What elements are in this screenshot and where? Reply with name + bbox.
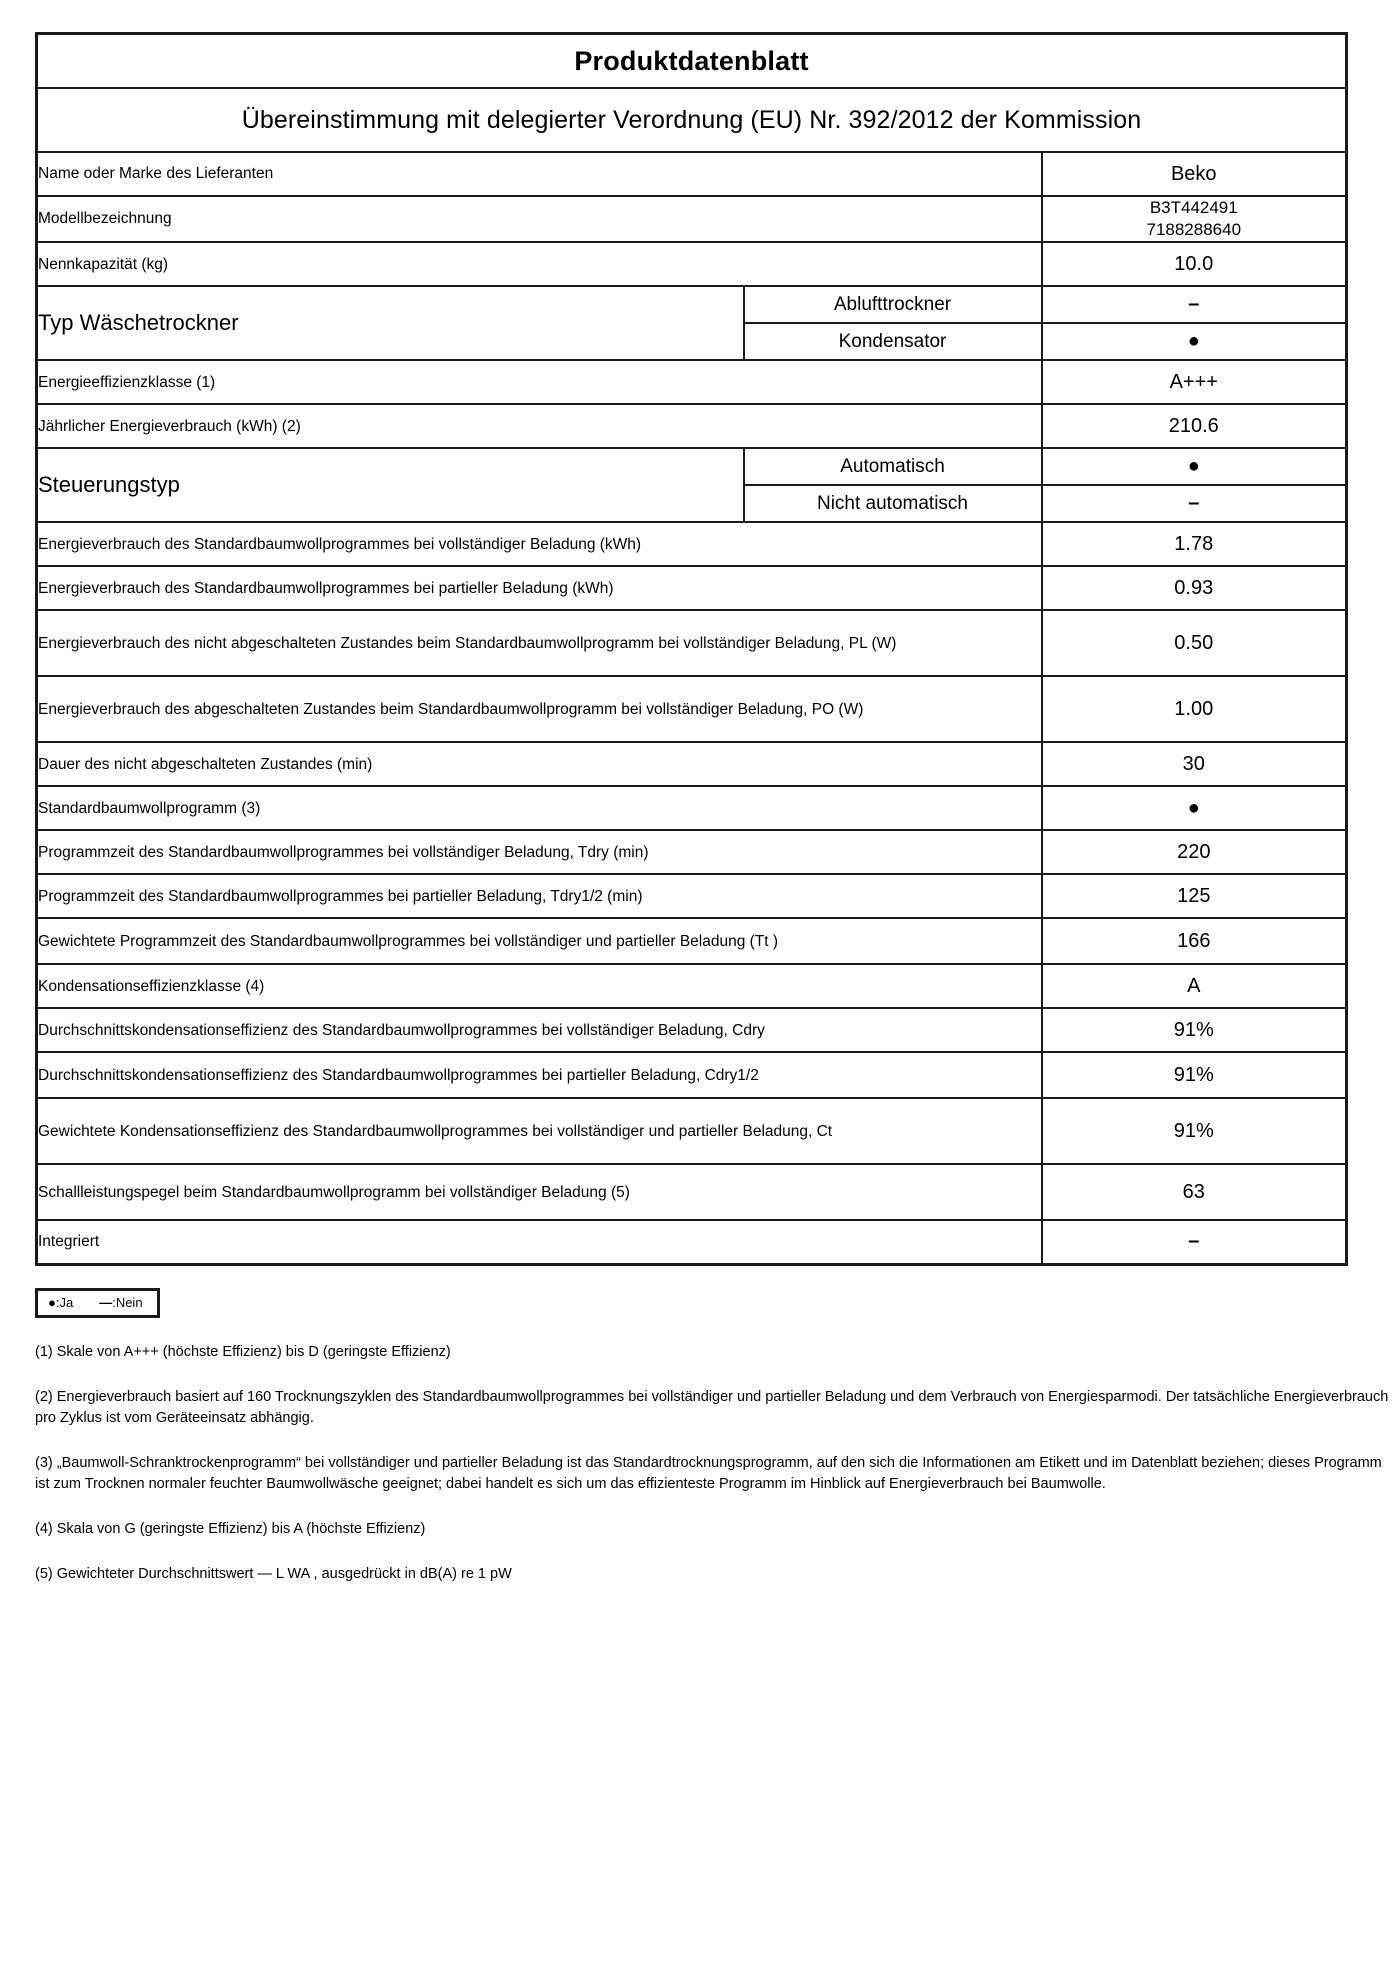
table-row bbox=[37, 830, 1347, 874]
mark-yes-icon: ● bbox=[1187, 796, 1200, 819]
table-row bbox=[37, 1052, 1347, 1098]
table-row bbox=[37, 1008, 1347, 1052]
control-type-non-automatic-value bbox=[1042, 485, 1347, 522]
table-row bbox=[37, 152, 1347, 196]
table-row bbox=[37, 964, 1347, 1008]
dryer-type-option-condenser: Kondensator bbox=[744, 323, 1042, 360]
table-row bbox=[37, 918, 1347, 964]
control-type-automatic-value bbox=[1042, 448, 1347, 485]
supplier-label: Name oder Marke des Lieferanten bbox=[37, 152, 1042, 196]
legend-no-icon: — bbox=[99, 1294, 113, 1310]
model-value-line2: 7188288640 bbox=[1146, 220, 1242, 240]
footnote-4: (4) Skala von G (geringste Effizienz) bis A (höchste Effizienz) bbox=[35, 1520, 426, 1537]
footnote-1: (1) Skale von A+++ (höchste Effizienz) bis D (geringste Effizienz) bbox=[35, 1343, 451, 1360]
footnote-5: (5) Gewichteter Durchschnittswert — L WA , ausgedrückt in dB(A) re 1 pW bbox=[35, 1565, 512, 1582]
table-row bbox=[37, 448, 1347, 485]
integrated-value bbox=[1042, 1220, 1347, 1264]
legend-yes-label: :Ja bbox=[55, 1294, 74, 1310]
table-row bbox=[37, 566, 1347, 610]
off-mode-label: Energieverbrauch des abgeschalteten Zustandes beim Standardbaumwollprogramm bei vollständiger Beladung, PO (W) bbox=[37, 676, 1042, 742]
mark-yes-icon: ● bbox=[1187, 455, 1200, 478]
standard-programme-value bbox=[1042, 786, 1347, 830]
left-on-mode-value: 0.50 bbox=[1042, 610, 1347, 676]
noise-value: 63 bbox=[1042, 1164, 1347, 1220]
cond-weighted-value: 91% bbox=[1042, 1098, 1347, 1164]
table-row bbox=[37, 1164, 1347, 1220]
integrated-label: Integriert bbox=[37, 1220, 1042, 1264]
cond-full-label: Durchschnittskondensationseffizienz des Standardbaumwollprogrammes bei vollständiger Beladung, Cdry bbox=[37, 1008, 1042, 1052]
dryer-type-option-vented: Ablufttrockner bbox=[744, 286, 1042, 323]
table-row bbox=[37, 676, 1347, 742]
control-type-option-automatic: Automatisch bbox=[744, 448, 1042, 485]
table-row bbox=[37, 1098, 1347, 1164]
left-on-mode-label: Energieverbrauch des nicht abgeschalteten Zustandes beim Standardbaumwollprogramm bei vollständiger Beladung, PL (W) bbox=[37, 610, 1042, 676]
document-title: Produktdatenblatt bbox=[37, 34, 1347, 89]
product-datasheet-table bbox=[35, 32, 1348, 1266]
mark-no-icon: – bbox=[1188, 492, 1200, 515]
table-row bbox=[37, 360, 1347, 404]
energy-full-value: 1.78 bbox=[1042, 522, 1347, 566]
supplier-value: Beko bbox=[1042, 152, 1347, 196]
document-subtitle: Übereinstimmung mit delegierter Verordnung (EU) Nr. 392/2012 der Kommission bbox=[37, 88, 1347, 152]
dryer-type-vented-value bbox=[1042, 286, 1347, 323]
left-on-duration-value: 30 bbox=[1042, 742, 1347, 786]
time-partial-label: Programmzeit des Standardbaumwollprogrammes bei partieller Beladung, Tdry1/2 (min) bbox=[37, 874, 1042, 918]
annual-energy-value: 210.6 bbox=[1042, 404, 1347, 448]
capacity-label: Nennkapazität (kg) bbox=[37, 242, 1042, 286]
cond-full-value: 91% bbox=[1042, 1008, 1347, 1052]
annual-energy-label: Jährlicher Energieverbrauch (kWh) (2) bbox=[37, 404, 1042, 448]
model-label: Modellbezeichnung bbox=[37, 196, 1042, 242]
energy-class-label: Energieeffizienzklasse (1) bbox=[37, 360, 1042, 404]
time-weighted-value: 166 bbox=[1042, 918, 1347, 964]
dryer-type-condenser-value bbox=[1042, 323, 1347, 360]
table-row bbox=[37, 404, 1347, 448]
table-row-subtitle bbox=[37, 88, 1347, 152]
noise-label: Schallleistungspegel beim Standardbaumwollprogramm bei vollständiger Beladung (5) bbox=[37, 1164, 1042, 1220]
mark-no-icon: – bbox=[1188, 293, 1200, 316]
model-value-line1: B3T442491 bbox=[1149, 198, 1238, 217]
table-row bbox=[37, 786, 1347, 830]
table-row bbox=[37, 242, 1347, 286]
energy-partial-label: Energieverbrauch des Standardbaumwollprogrammes bei partieller Beladung (kWh) bbox=[37, 566, 1042, 610]
footnote-3: (3) „Baumwoll-Schranktrockenprogramm“ bei vollständiger und partieller Beladung ist das Standardtrocknungsprogramm, auf den sich die Informationen am Etikett und im Datenblatt beziehen; dieses Programm ist zum Trocknen normaler feuchter Baumwollwäsche geeignet; dabei handelt es sich um das effizienteste Programm im Hinblick auf Energieverbrauch bei Baumwolle. bbox=[35, 1454, 1382, 1492]
time-weighted-label: Gewichtete Programmzeit des Standardbaumwollprogrammes bei vollständiger und partieller Beladung (Tt ) bbox=[37, 918, 1042, 964]
energy-class-value: A+++ bbox=[1042, 360, 1347, 404]
left-on-duration-label: Dauer des nicht abgeschalteten Zustandes (min) bbox=[37, 742, 1042, 786]
legend-no-label: :Nein bbox=[112, 1294, 143, 1310]
table-row bbox=[37, 196, 1347, 242]
capacity-value: 10.0 bbox=[1042, 242, 1347, 286]
energy-partial-value: 0.93 bbox=[1042, 566, 1347, 610]
footnote-2: (2) Energieverbrauch basiert auf 160 Trocknungszyklen des Standardbaumwollprogrammes bei vollständiger und partieller Beladung und dem Verbrauch von Energiesparmodi. Der tatsächliche Energieverbrauch pro Zyklus ist vom Geräteeinsatz abhängig. bbox=[35, 1388, 1389, 1426]
cond-class-label: Kondensationseffizienzklasse (4) bbox=[37, 964, 1042, 1008]
footnotes-section bbox=[35, 1342, 1395, 1585]
standard-programme-label: Standardbaumwollprogramm (3) bbox=[37, 786, 1042, 830]
control-type-option-non-automatic: Nicht automatisch bbox=[744, 485, 1042, 522]
table-row bbox=[37, 874, 1347, 918]
off-mode-value: 1.00 bbox=[1042, 676, 1347, 742]
time-partial-value: 125 bbox=[1042, 874, 1347, 918]
dryer-type-label: Typ Wäschetrockner bbox=[37, 286, 744, 360]
table-row bbox=[37, 1220, 1347, 1264]
time-full-value: 220 bbox=[1042, 830, 1347, 874]
time-full-label: Programmzeit des Standardbaumwollprogrammes bei vollständiger Beladung, Tdry (min) bbox=[37, 830, 1042, 874]
model-value bbox=[1042, 196, 1347, 242]
control-type-label: Steuerungstyp bbox=[37, 448, 744, 522]
table-row-title bbox=[37, 34, 1347, 89]
energy-full-label: Energieverbrauch des Standardbaumwollprogrammes bei vollständiger Beladung (kWh) bbox=[37, 522, 1042, 566]
symbol-legend-box bbox=[35, 1288, 160, 1318]
legend-yes-icon: ● bbox=[48, 1294, 56, 1310]
table-row bbox=[37, 742, 1347, 786]
cond-weighted-label: Gewichtete Kondensationseffizienz des Standardbaumwollprogrammes bei vollständiger und partieller Beladung, Ct bbox=[37, 1098, 1042, 1164]
mark-no-icon: – bbox=[1188, 1230, 1200, 1253]
cond-partial-label: Durchschnittskondensationseffizienz des Standardbaumwollprogrammes bei partieller Beladung, Cdry1/2 bbox=[37, 1052, 1042, 1098]
cond-partial-value: 91% bbox=[1042, 1052, 1347, 1098]
cond-class-value: A bbox=[1042, 964, 1347, 1008]
table-row bbox=[37, 522, 1347, 566]
mark-yes-icon: ● bbox=[1187, 330, 1200, 353]
table-row bbox=[37, 610, 1347, 676]
table-row bbox=[37, 286, 1347, 323]
